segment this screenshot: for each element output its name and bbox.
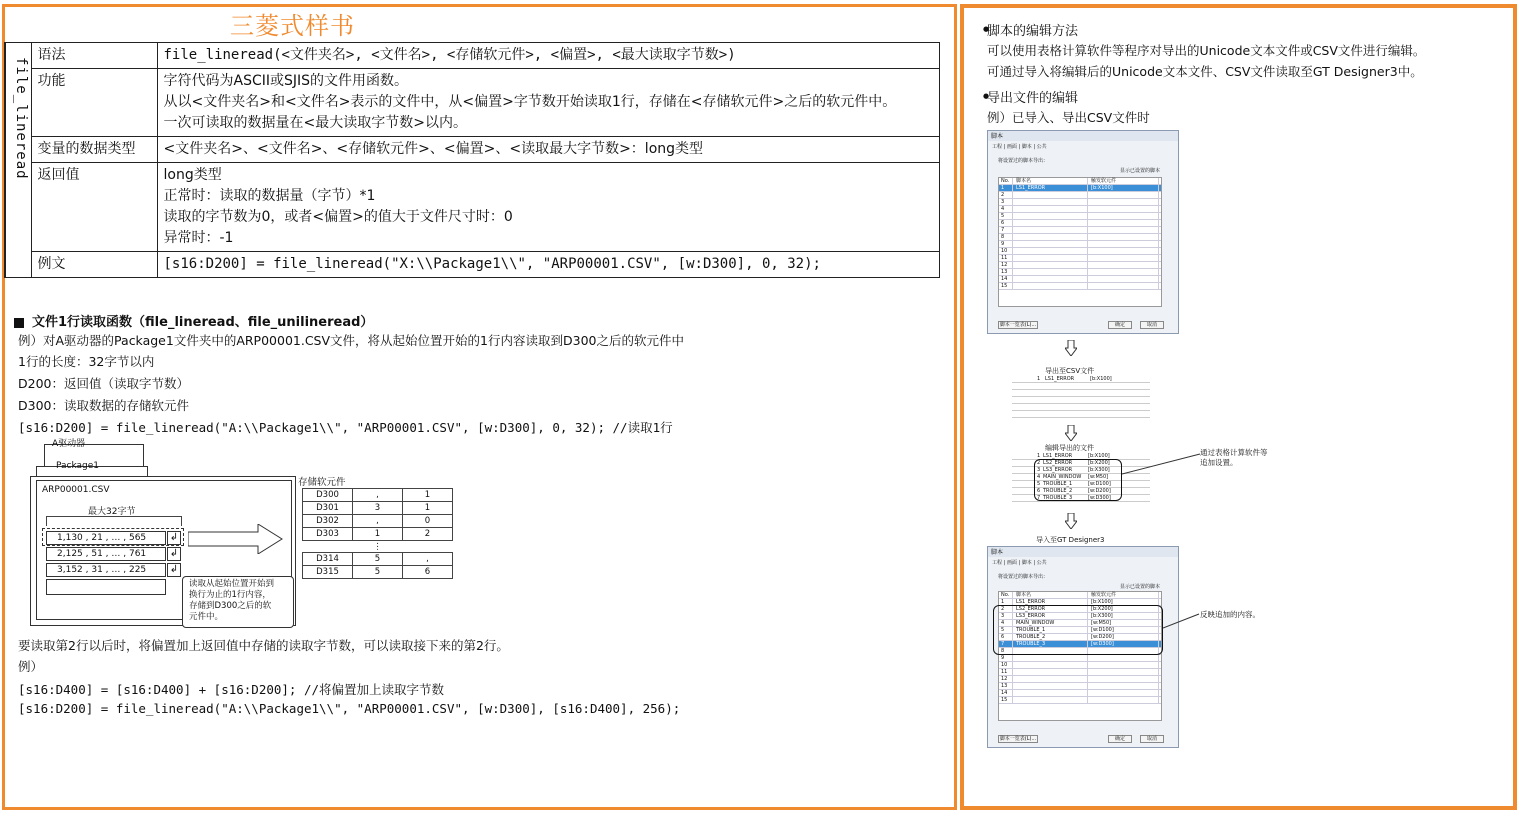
grid-row[interactable]: 4: [999, 206, 1161, 213]
script-list-button[interactable]: 脚本一览表(L)...: [999, 736, 1037, 742]
spec-row-example: [5, 252, 940, 278]
grid-row[interactable]: 12: [999, 262, 1161, 269]
bullet-text: 可通过导入将编辑后的Unicode文本文件、CSV文件读取至GT Designer3中。: [987, 64, 1423, 79]
storage-gap: ⋮: [303, 541, 453, 553]
storage-title: 存储软元件: [298, 477, 346, 488]
storage-table: [302, 488, 453, 579]
spec-side-cell: [5, 43, 31, 278]
spec-label: 功能: [31, 69, 157, 137]
grid-row[interactable]: 7 TROUBLE_3 [w:D300]: [999, 641, 1161, 648]
callout-note: 读取从起始位置开始到 换行为止的1行内容， 存储到D300之后的软 元件中。: [182, 576, 294, 628]
bullet-heading: ● 导出文件的编辑: [987, 87, 1078, 106]
grid-row[interactable]: 10: [999, 662, 1161, 669]
import-note: 反映追加的内容。: [1200, 610, 1260, 619]
down-arrow-icon: [1065, 513, 1077, 529]
grid-header: No. 脚本名 触发软元件: [999, 178, 1161, 185]
leader-line: [1122, 452, 1202, 478]
dialog-title: 脚本: [988, 547, 1178, 557]
spec-row-return: [5, 163, 940, 252]
cancel-button[interactable]: 取消: [1140, 735, 1164, 743]
page-title: 三菱式样书: [230, 12, 355, 40]
grid-row[interactable]: 13: [999, 269, 1161, 276]
spec-label: 变量的数据类型: [31, 137, 157, 163]
bullet-heading: ● 脚本的编辑方法: [987, 20, 1078, 39]
grid-row[interactable]: 10: [999, 248, 1161, 255]
followup-code: [s16:D400] = [s16:D400] + [s16:D200]; //将偏置加上读取字节数: [18, 682, 445, 697]
show-set-checkbox[interactable]: 显示已设置的脚本: [1119, 168, 1160, 174]
spec-table: [4, 42, 940, 278]
grid-row[interactable]: 12: [999, 676, 1161, 683]
storage-row: D300 , 1: [303, 489, 453, 502]
max-bytes-label: 最大32字节: [88, 507, 136, 517]
grid-row[interactable]: 7: [999, 227, 1161, 234]
spec-label: 返回值: [31, 163, 157, 252]
folder-label: Package1: [56, 461, 100, 471]
grid-row[interactable]: 4 MAIN_WINDOW [w:M50]: [999, 620, 1161, 627]
grid-row[interactable]: 1 LS1_ERROR [b:X100]: [999, 185, 1161, 192]
right-arrow-icon: [188, 524, 288, 554]
spec-value: long类型 正常时：读取的数据量（字节）*1 读取的字节数为0，或者<偏置>的值大于文件尺寸时：0 异常时：-1: [157, 163, 940, 252]
down-arrow-icon: [1065, 425, 1077, 441]
grid-row[interactable]: 11: [999, 255, 1161, 262]
grid-row[interactable]: 3: [999, 199, 1161, 206]
dialog-tabs[interactable]: 工程 | 画面 | 脚本 | 公共: [992, 560, 1047, 566]
example-line: 例）对A驱动器的Package1文件夹中的ARP00001.CSV文件，将从起始位置开始的1行内容读取到D300之后的软元件中: [18, 333, 684, 348]
example-code: [s16:D200] = file_lineread("A:\\Package1\\", "ARP00001.CSV", [w:D300], 0, 32); //读取1行: [18, 420, 673, 435]
grid-row[interactable]: 8: [999, 234, 1161, 241]
enter-icon: ↲: [167, 547, 181, 561]
spec-value: 字符代码为ASCII或SJIS的文件用函数。 从以<文件夹名>和<文件名>表示的文件中，从<偏置>字节数开始读取1行，存储在<存储软元件>之后的软元件中。 一次可读取的数据量在<最大读取字节数>以内。: [157, 69, 940, 137]
file-read-diagram: [16, 436, 476, 632]
followup-line: 例）: [18, 659, 44, 674]
drive-label: A驱动器: [52, 439, 86, 449]
grid-row[interactable]: 6 TROUBLE_2 [w:D200]: [999, 634, 1161, 641]
example-line: 1行的长度：32字节以内: [18, 354, 155, 369]
data-row: 2,125 , 51 , … , 761 ↲: [46, 547, 166, 561]
enter-icon: ↲: [167, 531, 181, 545]
grid-row[interactable]: 6: [999, 220, 1161, 227]
edit-csv-grid: 1 LS1_ERROR [b:X100] 2 LS2_ERROR [b:X200] 3 LS3_ERROR [b:X300] 4 MAIN_WINDOW [w:M50] 5 TROUBLE_1 [w:D100] 6 TROUBLE_2 [w:D200] 7 TROUBLE_3 [w:D300]: [1012, 453, 1150, 502]
spec-row-syntax: [5, 43, 940, 69]
storage-row: D314 5 ,: [303, 553, 453, 566]
export-label: 导出至CSV文件: [1045, 367, 1095, 375]
grid-row[interactable]: 9: [999, 241, 1161, 248]
dialog-title: 脚本: [988, 131, 1178, 141]
storage-row: D315 5 6: [303, 566, 453, 579]
ok-button[interactable]: 确定: [1108, 321, 1132, 329]
max-bytes-bracket: [46, 516, 182, 526]
bullet-text: 例）已导入、导出CSV文件时: [987, 110, 1150, 125]
grid-row[interactable]: 5: [999, 213, 1161, 220]
grid-row[interactable]: 2: [999, 192, 1161, 199]
grid-row[interactable]: 14: [999, 276, 1161, 283]
example-line: D300：读取数据的存储软元件: [18, 398, 189, 413]
edit-note: 通过表格计算软件等 追加设置。: [1200, 448, 1268, 467]
file-label: ARP00001.CSV: [42, 485, 110, 495]
grid-row[interactable]: 5 TROUBLE_1 [w:D100]: [999, 627, 1161, 634]
grid-row[interactable]: 2 LS2_ERROR [b:X200]: [999, 606, 1161, 613]
grid-row[interactable]: 11: [999, 669, 1161, 676]
highlight-oval: [1034, 459, 1122, 501]
spec-value: file_lineread(<文件夹名>, <文件名>, <存储软元件>, <偏置>, <最大读取字节数>): [157, 43, 940, 69]
storage-row: D301 3 1: [303, 502, 453, 515]
grid-row[interactable]: 8: [999, 648, 1161, 655]
script-dialog-before: [987, 130, 1179, 334]
grid-row[interactable]: 13: [999, 683, 1161, 690]
grid-header: No. 脚本名 触发软元件: [999, 592, 1161, 599]
function-name-vertical: file_lineread: [13, 57, 29, 180]
storage-row: D303 1 2: [303, 528, 453, 541]
example-line: D200：返回值（读取字节数）: [18, 376, 189, 391]
dialog-caption: 将设置过的脚本导出：: [998, 574, 1049, 580]
dialog-caption: 将设置过的脚本导出：: [998, 158, 1049, 164]
grid-row[interactable]: 14: [999, 690, 1161, 697]
import-label: 导入至GT Designer3: [1036, 536, 1105, 544]
grid-row[interactable]: 15: [999, 697, 1161, 704]
spec-value: <文件夹名>、<文件名>、<存储软元件>、<偏置>、<读取最大字节数>：long类型: [157, 137, 940, 163]
grid-row[interactable]: 3 LS3_ERROR [b:X300]: [999, 613, 1161, 620]
bullet-text: 可以使用表格计算软件等程序对导出的Unicode文本文件或CSV文件进行编辑。: [987, 43, 1426, 58]
highlight-oval: [993, 605, 1163, 655]
followup-line: 要读取第2行以后时，将偏置加上返回值中存储的读取字节数，可以读取接下来的第2行。: [18, 638, 509, 653]
section-heading: 文件1行读取函数（file_lineread、file_unilineread）: [14, 311, 373, 330]
export-csv-grid: 1 LS1_ERROR [b:X100]: [1012, 376, 1150, 418]
script-grid: [998, 177, 1162, 307]
leader-line: [1163, 612, 1201, 632]
square-bullet-icon: [14, 318, 24, 328]
spec-row-datatype: [5, 137, 940, 163]
show-set-checkbox[interactable]: 显示已设置的脚本: [1119, 584, 1160, 590]
storage-row: D302 , 0: [303, 515, 453, 528]
cancel-button[interactable]: 取消: [1140, 321, 1164, 329]
enter-icon: ↲: [167, 563, 181, 577]
spec-label: 例文: [31, 252, 157, 278]
script-list-button[interactable]: 脚本一览表(L)...: [999, 322, 1037, 328]
down-arrow-icon: [1065, 340, 1077, 356]
followup-code: [s16:D200] = file_lineread("A:\\Package1\\", "ARP00001.CSV", [w:D300], [s16:D400], 256);: [18, 701, 681, 716]
data-row: 3,152 , 31 , … , 225 ↲: [46, 563, 166, 577]
data-row: 1,130 , 21 , … , 565 ↲: [46, 531, 166, 545]
ok-button[interactable]: 确定: [1108, 735, 1132, 743]
grid-row[interactable]: 1 LS1_ERROR [b:X100]: [999, 599, 1161, 606]
grid-row[interactable]: 15: [999, 283, 1161, 290]
dialog-tabs[interactable]: 工程 | 画面 | 脚本 | 公共: [992, 144, 1047, 150]
data-row-empty: [46, 579, 166, 595]
spec-value: [s16:D200] = file_lineread("X:\\Package1\\", "ARP00001.CSV", [w:D300], 0, 32);: [157, 252, 940, 278]
spec-label: 语法: [31, 43, 157, 69]
grid-row[interactable]: 9: [999, 655, 1161, 662]
spec-row-function: [5, 69, 940, 137]
edit-label: 编辑导出的文件: [1045, 444, 1094, 452]
